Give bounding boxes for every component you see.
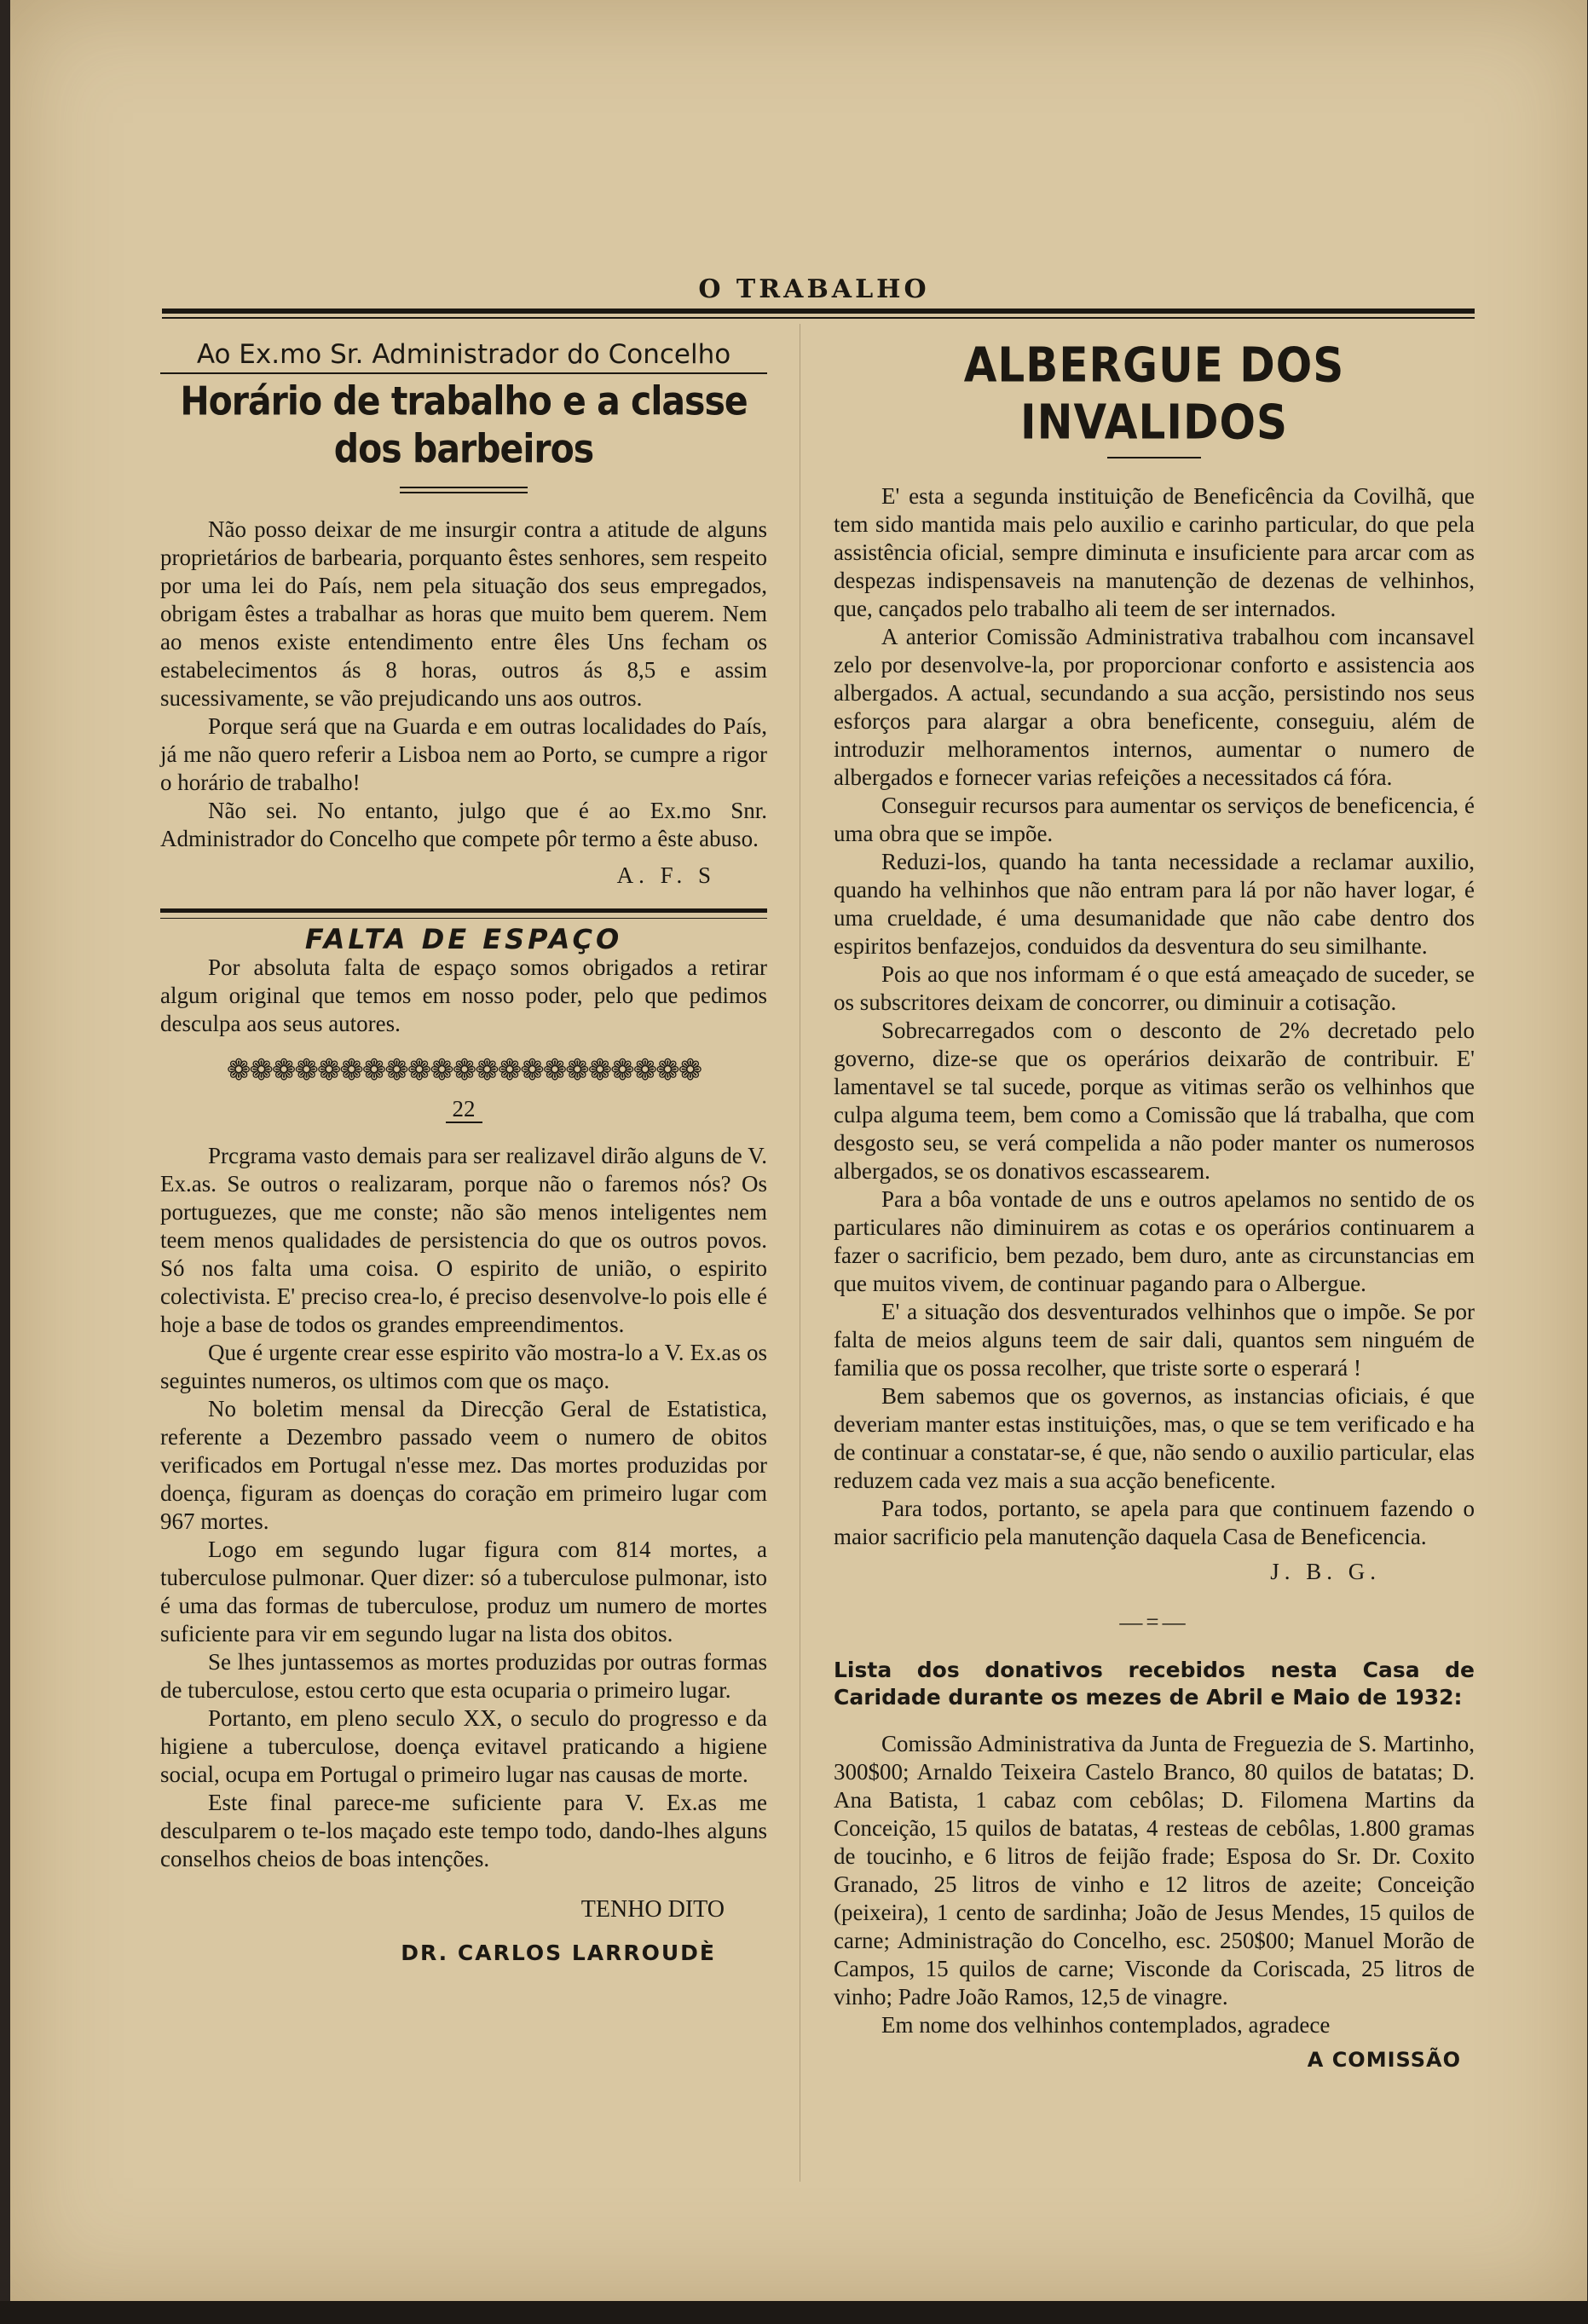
albergue-paragraph: Para a bôa vontade de uns e outros apelamos no sentido de os particulares não diminuirem as cotas e os operários continuarem a fazer o sacrificio, bem pezado, bem duro, ante as circunstancias em que muitos vivem, de continuar pagando para o Albergue. [834,1186,1475,1296]
article3-paragraph: Prcgrama vasto demais para ser realizavel dirão alguns de V. Ex.as. Se outros o realizaram, porque não o faremos nós? Os portuguezes, que me conste; não são menos inteligentes nem teem menos qualidades de persistencia do que os outros povos. Só nos falta uma coisa. O espirito de união, o espirito colectivista. E' preciso crea-lo, é preciso desenvolve-lo pois elle é hoje a base de todos os grandes empreendimentos. [160,1143,767,1337]
section-rule-thin [160,918,767,919]
article1-paragraph: Porque será que na Guarda e em outras localidades do País, já me não quero referir a Lisboa nem ao Porto, se cumpre a rigor o horário de trabalho! [160,713,767,795]
section-rule [160,908,767,913]
albergue-signature: J. B. G. [1270,1559,1381,1584]
article-headline: Horário de trabalho e a classe dos barbeiros [180,378,748,472]
page-edge [0,2301,1588,2324]
article1-signature: A. F. S [616,862,716,888]
right-column [834,337,1475,2074]
article3-paragraph: Logo em segundo lugar figura com 814 mortes, a tuberculose pulmonar. Quer dizer: só a tuberculose pulmonar, isto é uma das formas de tuberculose, produz um numero de mortes suficiente para vir em segundo lugar na lista dos obitos. [160,1537,767,1646]
section-title: FALTA DE ESPAÇO [304,923,623,955]
donations-commission: A COMISSÃO [1307,2048,1461,2072]
albergue-paragraph: Reduzi-los, quando ha tanta necessidade a reclamar auxilio, quando ha velhinhos que não entram para lá por não haver logar, é uma crueldade, é uma desumanidade que não cabe dentro dos espiritos benfazejos, conduidos da desventura do seu similhante. [834,849,1475,959]
header-rule [162,309,1475,319]
article3-paragraph: Que é urgente crear esse espirito vão mostra-lo a V. Ex.as os seguintes numeros, os ultimos com que os maço. [160,1340,767,1393]
article-kicker: Ao Ex.mo Sr. Administrador do Concelho [160,341,767,374]
donations-title: Lista dos donativos recebidos nesta Casa de Caridade durante os mezes de Abril e Maio de 1932: [834,1658,1475,1710]
newspaper-title: O TRABALHO [698,274,930,304]
donations-list: Comissão Administrativa da Junta de Freguezia de S. Martinho, 300$00; Arnaldo Teixeira Castelo Branco, 80 quilos de batatas; D. Ana Batista, 1 cabaz com cebôlas; D. Filomena Martins da Conceição, 15 quilos de batatas, 4 resteas de cebôlas, 1.800 gramas de toucinho, e 6 litros de feijão frade; Esposa do Sr. Dr. Coxito Granado, 25 litros de vinho e 12 litros de azeite; Conceição (peixeira), 1 cento de sardinha; João de Jesus Mendes, 15 quilos de carne; Administração do Concelho, esc. 250$00; Manuel Morão de Campos, 15 quilos de carne; Visconde da Coriscada, 25 litros de vinho; Padre João Ramos, 12,5 de vinagre. [834,1731,1475,2010]
section-paragraph: Por absoluta falta de espaço somos obrigados a retirar algum original que temos em nosso poder, pelo que pedimos desculpa aos seus autores. [160,954,767,1036]
albergue-paragraph: Pois ao que nos informam é o que está ameaçado de suceder, se os subscritores deixam de concorrer, ou diminuir a cotisação. [834,961,1475,1015]
article3-paragraph: Portanto, em pleno seculo XX, o seculo do progresso e da higiene a tuberculose, doença evitavel praticando a higiene social, ocupa em Portugal o primeiro lugar nas causas de morte. [160,1705,767,1787]
title-rule [1107,457,1201,458]
headline-rule [400,487,528,493]
left-column [160,341,767,1967]
article1-paragraph: Não sei. No entanto, julgo que é ao Ex.mo Snr. Administrador do Concelho que compete pôr termo a êste abuso. [160,798,767,851]
albergue-paragraph: E' esta a segunda instituição de Beneficência da Covilhã, que tem sido mantida mais pelo auxilio e carinho particular, do que pela assistência oficial, sempre diminuta e insuficiente para arcar com as despezas indispensaveis na manutenção de dezenas de velhinhos, que, cançados pelo trabalho ali teem de ser internados. [834,483,1475,621]
albergue-paragraph: Sobrecarregados com o desconto de 2% decretado pelo governo, dize-se que os operários deixarão de contribuir. E' lamentavel se tal sucede, porque as vitimas serão os velhinhos que culpa alguma teem, bem como a Comissão que lá trabalha, que com desgosto seu, se verá compelida a não poder manter os numerosos albergados, se os donativos escassearem. [834,1018,1475,1184]
albergue-paragraph: Para todos, portanto, se apela para que continuem fazendo o maior sacrificio pela manutenção daquela Casa de Beneficencia. [834,1496,1475,1549]
albergue-paragraph: E' a situação dos desventurados velhinhos que o impõe. Se por falta de meios alguns teem de sair dali, quantos sem ninguém de familia que os possa recolher, que triste sorte o esperará ! [834,1299,1475,1381]
article3-paragraph: No boletim mensal da Direcção Geral de Estatistica, referente a Dezembro passado veem o numero de obitos verificados em Portugal n'esse mez. Das mortes produzidas por doença, figuram as doenças do coração em primeiro lugar com 967 mortes. [160,1396,767,1534]
article1-paragraph: Não posso deixar de me insurgir contra a atitude de alguns proprietários de barbearia, porquanto êstes senhores, sem respeito por uma lei do País, nem pela situação dos seus empregados, obrigam êstes a trabalhar as horas que muito bem querem. Nem ao menos existe entendimento entre êles Uns fecham os estabelecimentos ás 8 horas, outros ás 8,5 e assim sucessivamente, se vão prejudicando uns aos outros. [160,516,767,711]
article3-paragraph: Se lhes juntassemos as mortes produzidas por outras formas de tuberculose, estou certo que esta ocuparia o primeiro lugar. [160,1649,767,1703]
newspaper-header [153,274,1475,304]
albergue-paragraph: Bem sabemos que os governos, as instancias oficiais, é que deveriam manter estas instituições, mas, o que se tem verificado e ha de continuar a constatar-se, é que, não sendo o auxilio particular, elas reduzem cada vez mais a sua acção beneficente. [834,1383,1475,1493]
albergue-paragraph: Conseguir recursos para aumentar os serviços de beneficencia, é uma obra que se impõe. [834,793,1475,846]
article3-closing: TENHO DITO [580,1896,725,1923]
article3-paragraph: Este final parece-me suficiente para V. Ex.as me desculparem o te-los maçado este tempo todo, dando-lhes alguns conselhos cheios de boas intenções. [160,1790,767,1871]
ornament-divider: ❁❁❁❁❁❁❁❁❁❁❁❁❁❁❁❁❁❁❁❁❁ [226,1057,702,1085]
albergue-paragraph: A anterior Comissão Administrativa trabalhou com incansavel zelo por desenvolve-la, por proporcionar conforto e assistencia aos albergados. A actual, secundando a sua acção, persistindo nos seus esforços para alargar a obra beneficente, conseguiu, além de introduzir melhoramentos internos, aumentar o numero de albergados e fornecer varias refeições a necessitados cá fóra. [834,624,1475,790]
albergue-title: ALBERGUE DOS INVALIDOS [963,337,1345,451]
donations-thanks: Em nome dos velhinhos contemplados, agradece [881,2012,1331,2038]
article-number-value: 22 [446,1096,482,1123]
article3-author: DR. CARLOS LARROUDÈ [401,1941,716,1965]
article-number [160,1095,767,1123]
separator: —=— [1119,1609,1189,1635]
